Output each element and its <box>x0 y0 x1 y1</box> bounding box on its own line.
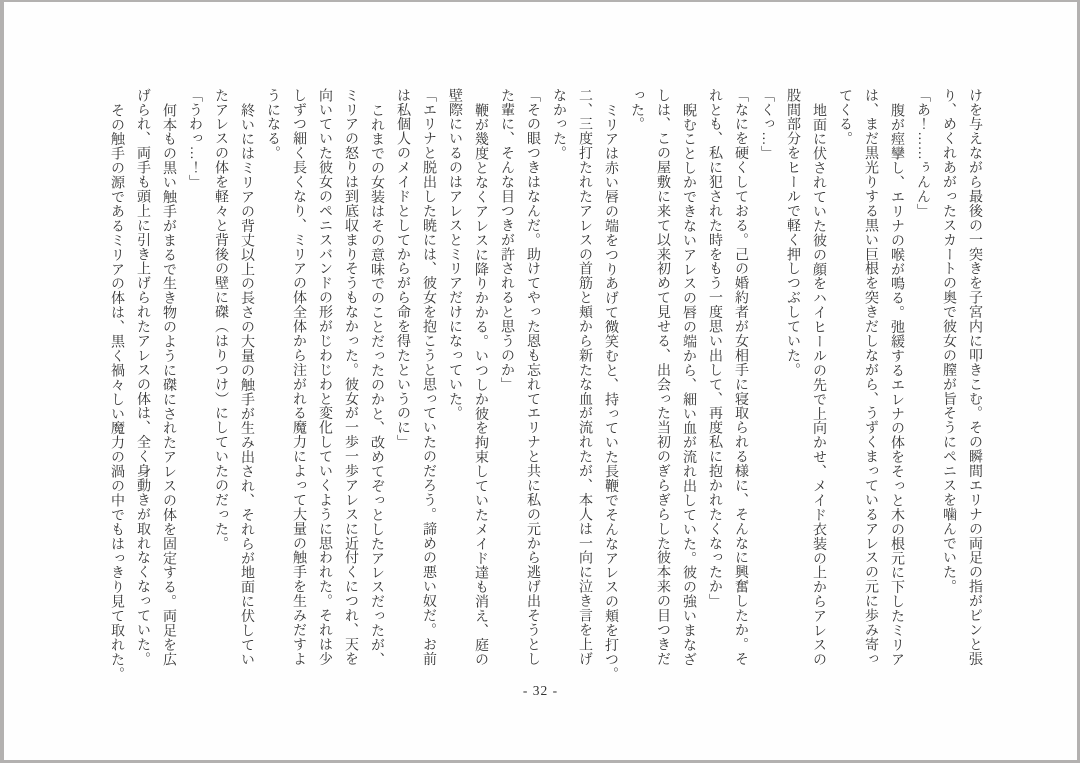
text-line: は私個人のメイドとしてからがら命を得たというのに」 <box>395 88 410 450</box>
text-line: れとも、私に犯された時をもう一度思い出して、再度私に抱かれたくなったか」 <box>707 88 722 609</box>
text-line: った。 <box>629 88 644 132</box>
text-line: しずつ細く長くなり、ミリアの体全体から注がれる魔力によって大量の触手を生みだすよ <box>291 88 306 666</box>
vertical-text-block <box>103 88 987 681</box>
text-line: なかった。 <box>551 88 566 161</box>
text-line: てくる。 <box>837 88 852 146</box>
text-line: げられ、両手も頭上に引き上げられたアレスの体は、全く身動きが取れなくなっていた。 <box>135 88 150 666</box>
text-line: しは、この屋敷に来て以来初めて見せる、出会った当初のぎらぎらした彼本来の目つきだ <box>655 88 670 666</box>
document-page <box>4 2 1077 760</box>
text-line: うになる。 <box>265 88 280 161</box>
text-line: 「なにを硬くしておる。己の婚約者が女相手に寝取られる様に、そんなに興奮したか。そ <box>733 88 748 666</box>
text-line: 向いていた彼女のペニスバンドの形がじわじわと変化していくように思われた。それは少 <box>317 88 332 666</box>
text-line: た輩に、そんな目つきが許されると思うのか」 <box>499 88 514 392</box>
text-line: 「その眼つきはなんだ。助けてやった恩も忘れてエリナと共に私の元から逃げ出そうとし <box>525 88 540 666</box>
text-line: 「エリナと脱出した暁には、彼女を抱こうと思っていたのだろう。諦めの悪い奴だ。お前 <box>421 88 436 666</box>
text-line: たアレスの体を軽々と背後の壁に磔（はりつけ）にしていたのだった。 <box>213 88 228 551</box>
text-line: その触手の源であるミリアの体は、黒く禍々しい魔力の渦の中でもはっきり見て取れた。 <box>109 102 124 681</box>
text-line: 壁際にいるのはアレスとミリアだけになっていた。 <box>447 88 462 421</box>
text-line: ミリアの怒りは到底収まりそうもなかった。彼女が一歩一歩アレスに近付くにつれ、天を <box>343 88 358 666</box>
page-number: - 32 - <box>522 683 559 698</box>
text-line: 腹が痙攣し、エリナの喉が鳴る。弛緩するエレナの体をそっと木の根元に下したミリア <box>889 102 904 667</box>
text-line: 「あ！……ぅんん」 <box>915 88 930 219</box>
text-line: けを与えながら最後の一突きを子宮内に叩きこむ。その瞬間エリナの両足の指がピンと張 <box>967 88 982 666</box>
text-line: り、めくれあがったスカートの奥で彼女の膣が旨そうにペニスを噛んでいた。 <box>941 88 956 594</box>
text-line: 地面に伏されていた彼の顔をハイヒールの先で上向かせ、メイド衣装の上からアレスの <box>811 102 826 667</box>
text-line: 「くっ…」 <box>759 88 774 161</box>
text-line: 終いにはミリアの背丈以上の長さの大量の触手が生み出され、それらが地面に伏してい <box>239 102 254 667</box>
text-line: 何本もの黒い触手がまるで生き物のように磔にされたアレスの体を固定する。両足を広 <box>161 102 176 667</box>
text-line: 股間部分をヒールで軽く押しつぶしていた。 <box>785 88 800 377</box>
text-line: これまでの女装はその意味でのことだったのかと、改めてぞっとしたアレスだったが、 <box>369 102 384 667</box>
text-line: 「うわっ…！」 <box>187 88 202 190</box>
text-line: 二、三度打たれたアレスの首筋と頬から新たな血が流れたが、本人は一向に泣き言を上げ <box>577 88 592 666</box>
text-line: ミリアは赤い唇の端をつりあげて微笑むと、持っていた長鞭でそんなアレスの頬を打つ。 <box>603 102 618 681</box>
text-line: は、まだ黒光りする黒い巨根を突きだしながら、うずくまっているアレスの元に歩み寄っ <box>863 88 878 666</box>
text-line: 鞭が幾度となくアレスに降りかかる。いつしか彼を拘束していたメイド達も消え、庭の <box>473 102 488 667</box>
text-line: 睨むことしかできないアレスの唇の端から、細い血が流れ出していた。彼の強いまなざ <box>681 102 696 667</box>
